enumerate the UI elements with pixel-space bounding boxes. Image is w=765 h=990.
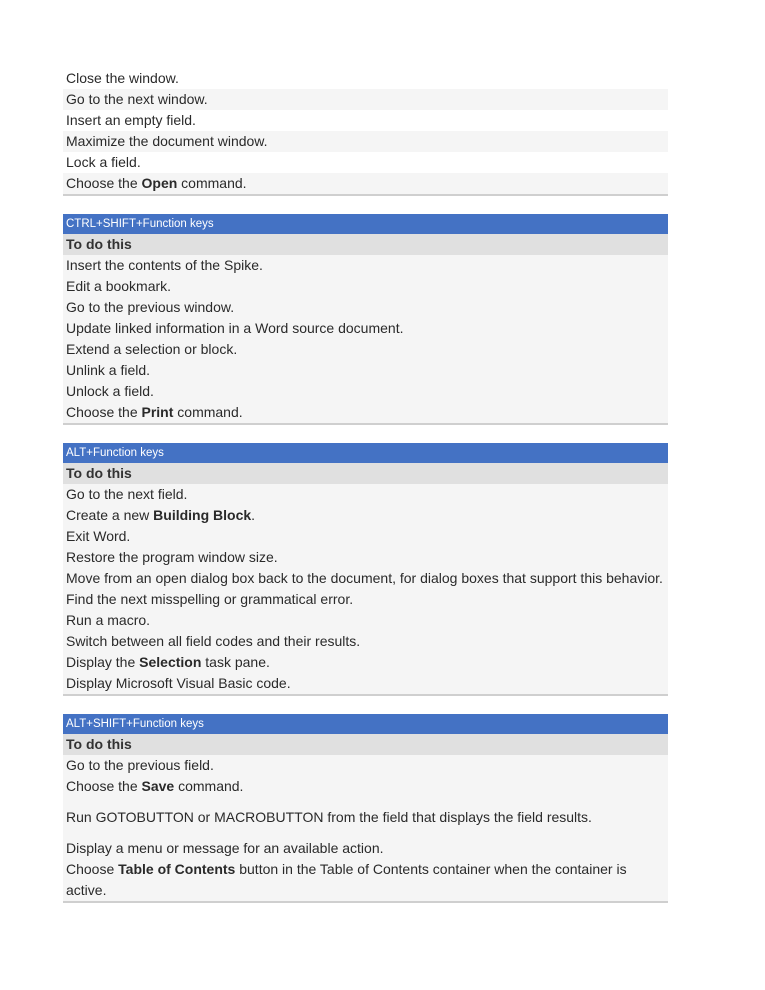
row-text: Close the window. bbox=[66, 70, 179, 86]
shortcut-table-continued bbox=[63, 68, 668, 196]
table-bottom-border bbox=[63, 694, 668, 696]
table-row bbox=[63, 610, 668, 631]
table-row bbox=[63, 631, 668, 652]
row-text: Insert the contents of the Spike. bbox=[66, 257, 263, 273]
row-text: Edit a bookmark. bbox=[66, 278, 172, 294]
table-row bbox=[63, 68, 668, 89]
table-row bbox=[63, 110, 668, 131]
row-text: command. bbox=[173, 404, 243, 420]
row-text: task pane. bbox=[201, 654, 270, 670]
table-bottom-border bbox=[63, 194, 668, 196]
row-text: Update linked information in a Word source document. bbox=[66, 320, 404, 336]
row-text: Restore the program window size. bbox=[66, 549, 278, 565]
table-row bbox=[63, 838, 668, 859]
row-text: Exit Word. bbox=[66, 528, 131, 544]
row-text: Go to the next window. bbox=[66, 91, 208, 107]
table-title: CTRL+SHIFT+Function keys bbox=[63, 214, 668, 234]
row-text: Go to the previous field. bbox=[66, 757, 214, 773]
table-row bbox=[63, 131, 668, 152]
table-title: ALT+SHIFT+Function keys bbox=[63, 714, 668, 734]
table-row bbox=[63, 89, 668, 110]
shortcut-table-ctrl-shift bbox=[63, 214, 668, 425]
table-row bbox=[63, 568, 668, 589]
table-row bbox=[63, 755, 668, 776]
row-text: Go to the next field. bbox=[66, 486, 188, 502]
column-header: To do this bbox=[63, 463, 668, 484]
row-text: Run GOTOBUTTON or MACROBUTTON from the field that displays the field results. bbox=[66, 809, 592, 825]
shortcut-table-alt-shift bbox=[63, 714, 668, 903]
command-name: Open bbox=[141, 175, 178, 191]
table-row bbox=[63, 673, 668, 694]
column-header: To do this bbox=[63, 234, 668, 255]
row-text: Display the bbox=[66, 654, 140, 670]
row-text: Choose the bbox=[66, 778, 142, 794]
row-text: command. bbox=[177, 175, 247, 191]
table-row bbox=[63, 381, 668, 402]
row-text: Maximize the document window. bbox=[66, 133, 268, 149]
table-bottom-border bbox=[63, 901, 668, 903]
column-header: To do this bbox=[63, 734, 668, 755]
table-row bbox=[63, 318, 668, 339]
table-row bbox=[63, 255, 668, 276]
table-row bbox=[63, 297, 668, 318]
row-text: Run a macro. bbox=[66, 612, 151, 628]
row-text: button in the Table of Contents container when the container is active. bbox=[66, 861, 627, 898]
row-text: Go to the previous window. bbox=[66, 299, 235, 315]
shortcut-table-alt bbox=[63, 443, 668, 696]
table-row bbox=[63, 547, 668, 568]
row-text: command. bbox=[174, 778, 244, 794]
row-text: Move from an open dialog box back to the document, for dialog boxes that support this behavior. bbox=[66, 570, 663, 586]
table-row bbox=[63, 402, 668, 423]
table-row bbox=[63, 652, 668, 673]
row-text: Extend a selection or block. bbox=[66, 341, 238, 357]
table-row bbox=[63, 797, 668, 838]
row-text: Find the next misspelling or grammatical error. bbox=[66, 591, 354, 607]
table-row bbox=[63, 339, 668, 360]
table-row bbox=[63, 276, 668, 297]
row-text: Choose the bbox=[66, 175, 142, 191]
table-row bbox=[63, 505, 668, 526]
row-text: Switch between all field codes and their results. bbox=[66, 633, 361, 649]
table-row bbox=[63, 589, 668, 610]
table-row bbox=[63, 173, 668, 194]
table-row bbox=[63, 526, 668, 547]
table-row bbox=[63, 360, 668, 381]
table-bottom-border bbox=[63, 423, 668, 425]
row-text: Insert an empty field. bbox=[66, 112, 196, 128]
table-row bbox=[63, 484, 668, 505]
row-text: Create a new bbox=[66, 507, 154, 523]
row-text: Unlink a field. bbox=[66, 362, 151, 378]
document-page bbox=[63, 68, 668, 903]
row-text: Unlock a field. bbox=[66, 383, 154, 399]
row-text: Lock a field. bbox=[66, 154, 141, 170]
row-text: Choose the bbox=[66, 404, 142, 420]
table-row bbox=[63, 776, 668, 797]
command-name: Table of Contents bbox=[118, 861, 236, 877]
row-text: Display Microsoft Visual Basic code. bbox=[66, 675, 291, 691]
command-name: Selection bbox=[139, 654, 202, 670]
row-text: Choose bbox=[66, 861, 119, 877]
table-title: ALT+Function keys bbox=[63, 443, 668, 463]
row-text: Display a menu or message for an available action. bbox=[66, 840, 384, 856]
row-text: . bbox=[251, 507, 256, 523]
table-row bbox=[63, 859, 668, 901]
command-name: Building Block bbox=[153, 507, 252, 523]
command-name: Print bbox=[141, 404, 174, 420]
table-row bbox=[63, 152, 668, 173]
command-name: Save bbox=[141, 778, 175, 794]
